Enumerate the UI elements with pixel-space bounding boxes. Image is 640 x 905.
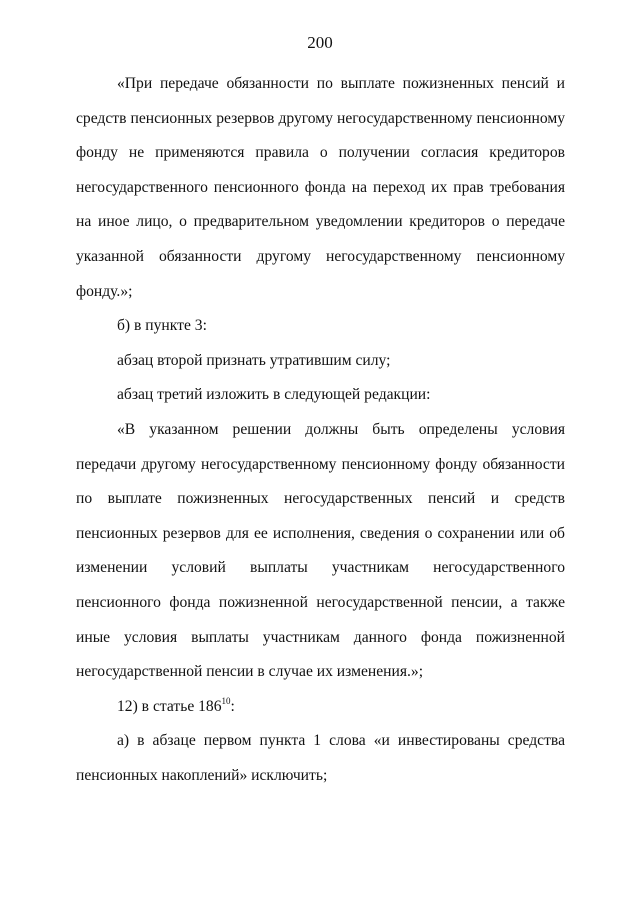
document-body: [76, 67, 565, 793]
article-item-prefix: 12) в статье 186: [117, 697, 222, 715]
article-item-superscript: 10: [221, 695, 231, 706]
paragraph-transfer-rules: «При передаче обязанности по выплате пожизненных пенсий и средств пенсионных резервов другому негосударственному пенсионному фонду не применяются правила о получении согласия кредиторов негосударственного пенсионного фонда на переход их прав требования на иное лицо, о предварительном уведомлении кредиторов о передаче указанной обязанности другому негосударственному пенсионному фонду.»;: [76, 75, 565, 300]
paragraph-item-b: б) в пункте 3:: [117, 317, 207, 335]
paragraph-amend-intro: абзац третий изложить в следующей редакции:: [117, 386, 431, 404]
paragraph-item-a: а) в абзаце первом пункта 1 слова «и инвестированы средства пенсионных накоплений» исключить;: [76, 732, 565, 784]
paragraph-repeal: абзац второй признать утратившим силу;: [117, 351, 391, 369]
article-item-suffix: :: [230, 697, 235, 715]
page-number: 200: [307, 33, 333, 52]
paragraph-decision-conditions: «В указанном решении должны быть определены условия передачи другому негосударственному пенсионному фонду обязанности по выплате пожизненных негосударственных пенсий и средств пенсионных резервов для ее исполнения, сведения о сохранении или об изменении условий выплаты участникам негосударственного пенсионного фонда пожизненной негосударственной пенсии, а также иные условия выплаты участникам данного фонда пожизненной негосударственной пенсии в случае их изменения.»;: [76, 420, 565, 681]
paragraph-article-item-12: [76, 690, 565, 725]
